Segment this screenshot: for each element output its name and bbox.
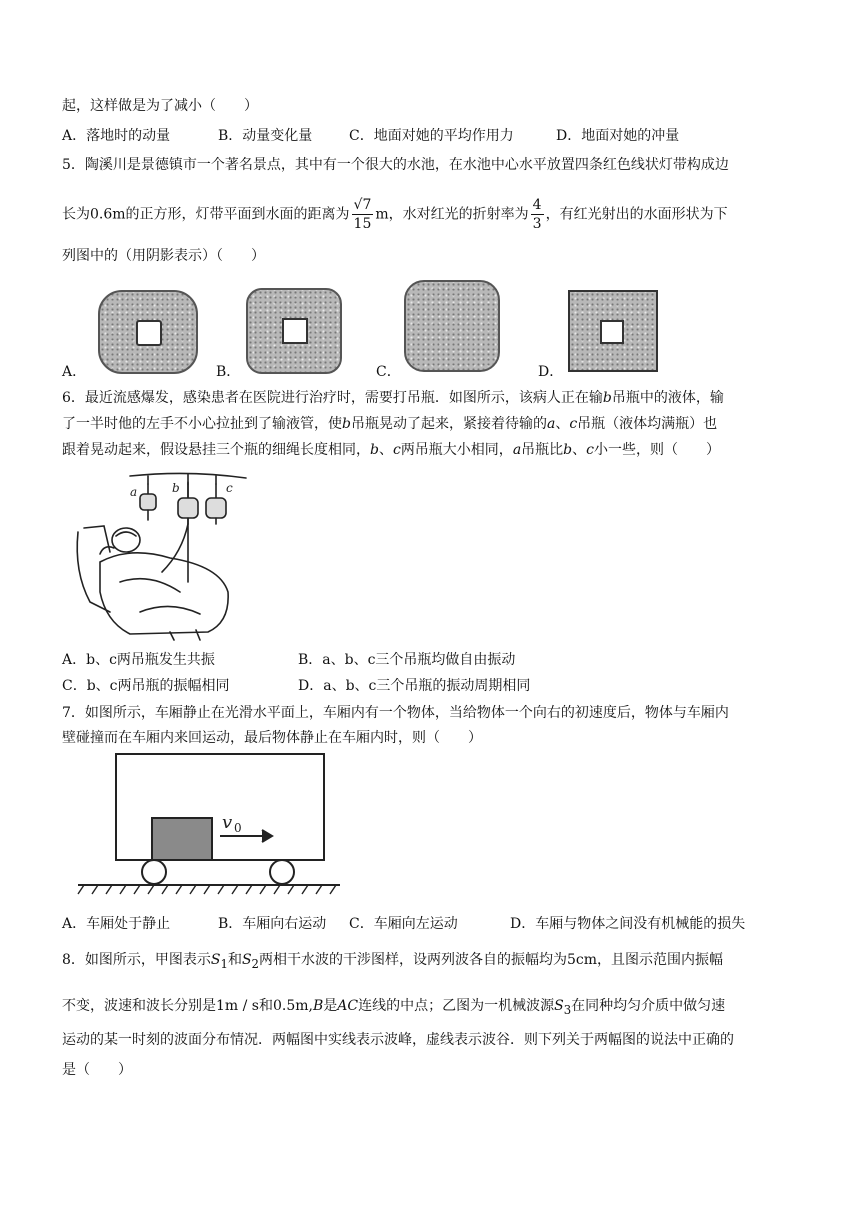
q6-line1: 6．最近流感爆发，感染患者在医院进行治疗时，需要打吊瓶．如图所示，该病人正在输b吊瓶中的液体，输	[62, 390, 724, 406]
q6-option-b: B．a、b、c三个吊瓶均做自由振动	[298, 652, 516, 668]
q5-label-b: B．	[216, 364, 241, 380]
svg-text:c: c	[226, 481, 233, 495]
svg-text:v: v	[222, 812, 233, 833]
q7-option-b: B．车厢向右运动	[218, 916, 327, 932]
figure-cart-block	[74, 746, 344, 904]
q4-text: 起，这样做是为了减小（ ）	[62, 98, 258, 114]
q4-option-d: D．地面对她的冲量	[556, 128, 680, 144]
q7-option-a: A．车厢处于静止	[62, 916, 171, 932]
q6-option-d: D．a、b、c三个吊瓶的振动周期相同	[298, 678, 531, 694]
figure-option-b	[246, 288, 342, 374]
figure-option-c	[404, 280, 500, 372]
q5-line2: 长为0.6m的正方形，灯带平面到水面的距离为 $\frac{√7}{15}$ m，水对红光的折射率为 $\frac{4}{3}$ ，有红光射出的水面形状为下	[62, 197, 728, 232]
q6-line2: 了一半时他的左手不小心拉扯到了输液管，使b吊瓶晃动了起来，紧接着待输的a、c吊瓶（液体均满瓶）也	[62, 416, 718, 432]
fraction-4-over-3: $\frac{4}{3}$	[532, 197, 542, 232]
q5-line3: 列图中的（用阴影表示）（ ）	[62, 248, 265, 264]
q5-label-a: A．	[62, 364, 87, 380]
q7-option-c: C．车厢向左运动	[349, 916, 458, 932]
fraction-sqrt7-over-15: $\frac{√7}{15}$	[353, 197, 372, 232]
q5-line1: 5．陶溪川是景德镇市一个著名景点，其中有一个很大的水池，在水池中心水平放置四条红色线状灯带构成边	[62, 157, 729, 173]
figure-iv-patient	[70, 462, 250, 642]
svg-text:a: a	[130, 485, 138, 499]
q8-line4: 是（ ）	[62, 1062, 132, 1078]
figure-option-a	[98, 290, 198, 374]
svg-text:b: b	[172, 481, 180, 495]
q5-label-c: C．	[376, 364, 401, 380]
q5-label-d: D．	[538, 364, 564, 380]
q7-option-d: D．车厢与物体之间没有机械能的损失	[510, 916, 746, 932]
q4-option-c: C．地面对她的平均作用力	[349, 128, 514, 144]
q6-line3: 跟着晃动起来，假设悬挂三个瓶的细绳长度相同，b、c两吊瓶大小相同，a吊瓶比b、c小一些，则（ ）	[62, 442, 720, 458]
q6-option-c: C．b、c两吊瓶的振幅相同	[62, 678, 230, 694]
q8-line1: 8．如图所示，甲图表示$S_1$和$S_2$两相干水波的干涉图样，设两列波各自的振幅均为5cm，且图示范围内振幅	[62, 952, 723, 971]
q8-line2: 不变，波速和波长分别是1m / s和0.5m,B是AC连线的中点；乙图为一机械波源$S_3$在同种均匀介质中做匀速	[62, 998, 726, 1017]
q7-line1: 7．如图所示，车厢静止在光滑水平面上，车厢内有一个物体，当给物体一个向右的初速度后，物体与车厢内	[62, 705, 729, 721]
figure-option-d	[568, 290, 658, 372]
svg-text:0: 0	[234, 821, 242, 835]
q4-option-b: B．动量变化量	[218, 128, 313, 144]
q7-line2: 壁碰撞而在车厢内来回运动，最后物体静止在车厢内时，则（ ）	[62, 730, 482, 746]
ground-hatching	[78, 885, 336, 894]
q4-option-a: A．落地时的动量	[62, 128, 171, 144]
q6-option-a: A．b、c两吊瓶发生共振	[62, 652, 215, 668]
q8-line3: 运动的某一时刻的波面分布情况．两幅图中实线表示波峰，虚线表示波谷．则下列关于两幅图的说法中正确的	[62, 1032, 734, 1048]
